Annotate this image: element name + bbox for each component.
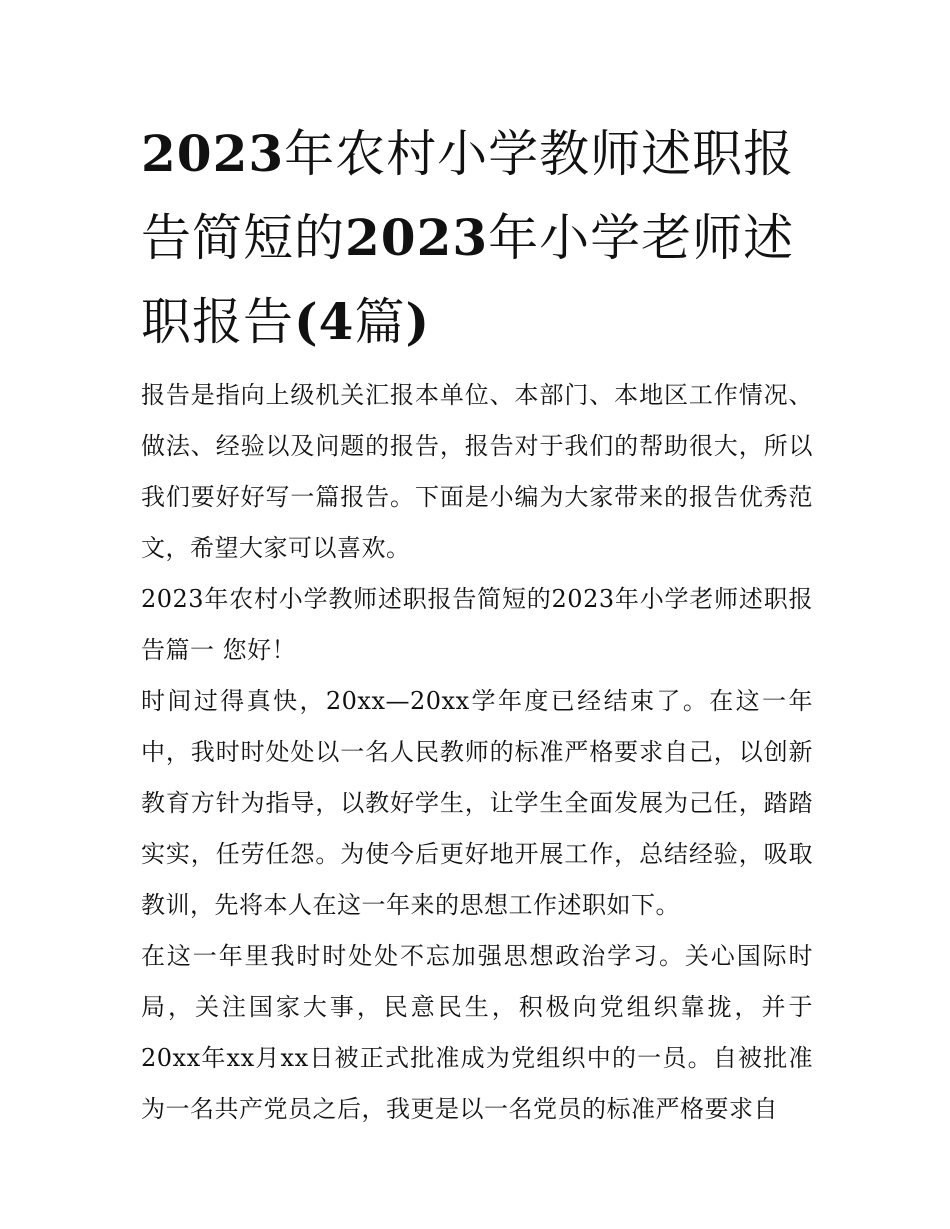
title-bold-run: 2023: [141, 124, 285, 183]
paragraph-political-study: 在这一年里我时时处处不忘加强思想政治学习。关心国际时局，关注国家大事，民意民生，积极向党组织靠拢，并于20xx年xx月xx日被正式批准成为党组织中的一员。自被批准为一名共产党员之后，我更是以一名党员的标准严格要求自: [141, 942, 813, 1123]
title-bold-run: 2023: [345, 208, 489, 267]
paragraph-intro: 报告是指向上级机关汇报本单位、本部门、本地区工作情况、做法、经验以及问题的报告，报告对于我们的帮助很大，所以我们要好好写一篇报告。下面是小编为大家带来的报告优秀范文，希望大家可以喜欢。: [141, 381, 813, 562]
title-bold-run: ): [405, 292, 431, 351]
paragraph-year-summary: 时间过得真快，20xx—20xx学年度已经结束了。在这一年中，我时时处处以一名人民教师的标准严格要求自己，以创新教育方针为指导，以教好学生，让学生全面发展为己任，踏踏实实，任劳任怨。为使今后更好地开展工作，总结经验，吸取教训，先将本人在这一年来的思想工作述职如下。: [141, 687, 813, 919]
document-page: [141, 112, 813, 1135]
title-bold-run: (4: [294, 292, 355, 351]
document-body: [141, 370, 813, 1135]
paragraph-heading-part-one: 2023年农村小学教师述职报告简短的2023年小学老师述职报告篇一 您好！: [141, 585, 813, 664]
document-title: 2023年农村小学教师述职报告简短的2023年小学老师述职报告(4篇): [141, 124, 795, 351]
